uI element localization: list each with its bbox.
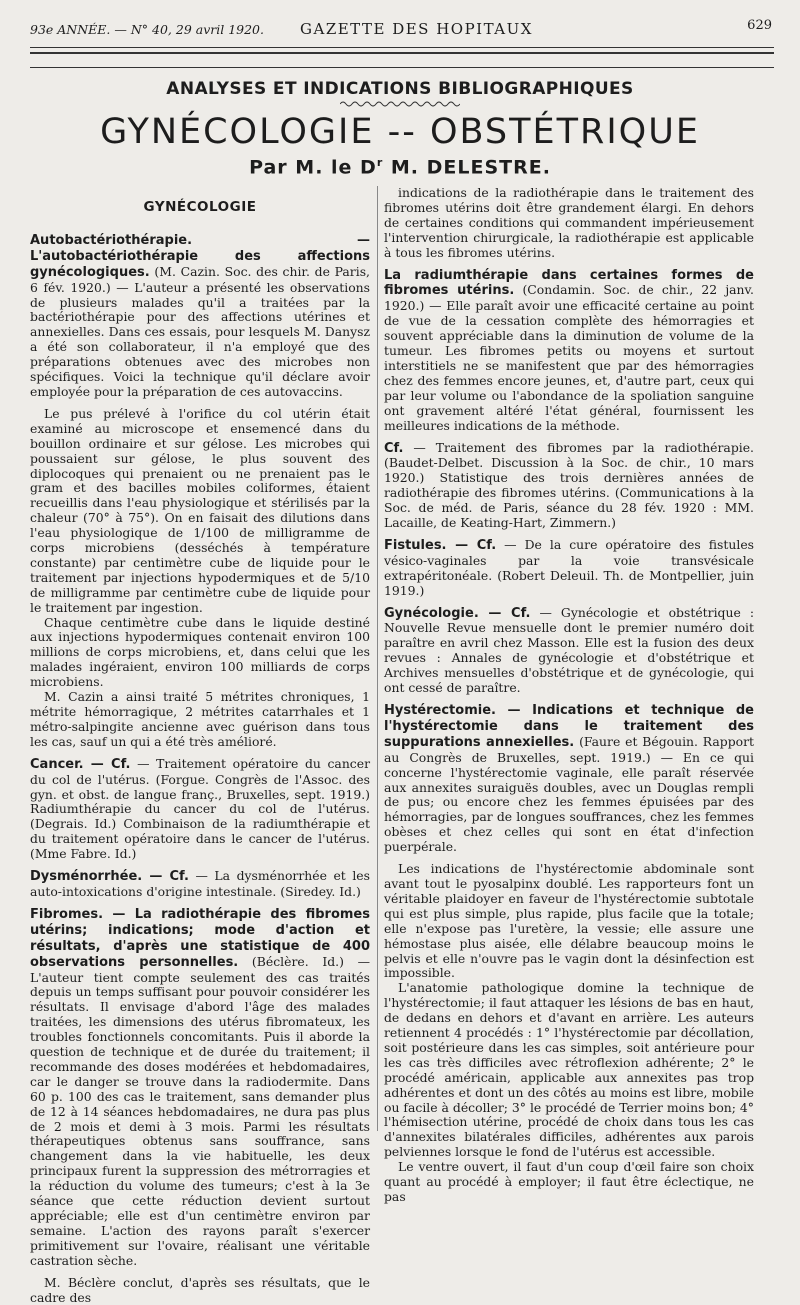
entry-text: — La dysménorrhée et les auto-intoxications d'origine intestinale. (Siredey. Id.)	[30, 868, 370, 899]
entry-text: — De la cure opératoire des fistules vésico-vaginales par la voie transvésicale extrapéritonéale. (Robert Deleuil. Th. de Montpellier, juin 1919.)	[384, 536, 755, 598]
entry-text: (Condamin. Soc. de chir., 22 janv. 1920.) — Elle paraît avoir une efficacité certaine au point de vue de la cessation complète des hémorragies et souvent appréciable dans la diminution de volume de la tumeur. Les fibromes petits ou moyens et surtout interstitiels ne se manifestent que par des hémorragies chez des femmes encore jeunes, et, d'autre part, ceux qui par leur volume ou l'abondance de la spoliation sanguine ont gravement altéré l'état général, fournissent les meilleures indications de la méthode.	[384, 282, 754, 433]
section-title: ANALYSES ET INDICATIONS BIBLIOGRAPHIQUES	[166, 79, 634, 99]
article-paragraph	[30, 1276, 370, 1305]
issue-info: 93e ANNÉE. — N° 40, 29 avril 1920.	[30, 22, 264, 37]
article-paragraph	[30, 757, 370, 862]
article-paragraph	[30, 690, 370, 750]
entry-heading: Cancer. — Cf.	[30, 756, 131, 772]
article-paragraph	[384, 538, 754, 599]
article-paragraph	[384, 862, 754, 981]
left-column	[30, 186, 370, 1305]
entry-heading: Autobactériothérapie. — L'autobactériothérapie des affections gynécologiques.	[30, 232, 370, 280]
article-paragraph	[384, 981, 754, 1160]
entry-heading: Fibromes. — La radiothérapie des fibromes utérins; indications; mode d'action et résultats, d'après une statistique de 400 observations personnelles.	[30, 906, 370, 970]
section-rule	[30, 67, 774, 68]
entry-text: L'anatomie pathologique domine la technique de l'hystérectomie; il faut attaquer les lésions de bas en haut, de dedans en dehors et d'avant en arrière. Les auteurs retiennent 4 procédés : 1° l'hystérectomie par décollation, soit postérieure dans les cas simples, soit antérieure pour les cas très difficiles avec rétroflexion adhérente; 2° le procédé américain, applicable aux annexites pas trop adhérentes et dont un des côtés au moins est libre, mobile ou facile à décoller; 3° le procédé de Terrier moins bon; 4° l'hémisection utérine, procédé de choix dans tous les cas d'annexites bilatérales difficiles, adhérentes aux parois pelviennes lorsque le fond de l'utérus est accessible.	[384, 980, 754, 1160]
journal-title: GAZETTE DES HOPITAUX	[300, 20, 533, 38]
article-paragraph	[384, 268, 754, 434]
entry-text: (M. Cazin. Soc. des chir. de Paris, 6 fév. 1920.) — L'auteur a présenté les observations de plusieurs malades qu'il a traitées par la bactériothérapie pour des affections utérines et annexielles. Dans ces essais, pour lesquels M. Danysz a été son collaborateur, il n'a employé que des préparations obtenues avec des microbes non spécifiques. Voici la technique qu'il déclare avoir employée pour la préparation de ces autovaccins.	[30, 263, 370, 399]
byline: Par M. le $D^r$ M. DELESTRE.	[249, 156, 551, 179]
article-paragraph	[384, 606, 754, 696]
column-heading: GYNÉCOLOGIE	[143, 199, 257, 215]
entry-text: Le ventre ouvert, il faut d'un coup d'œil faire son choix quant au procédé à employer; il faut être éclectique, ne pas	[384, 1159, 754, 1204]
ornament-wave	[340, 100, 460, 108]
entry-heading: Fistules. — Cf.	[384, 537, 497, 553]
article-paragraph	[30, 407, 370, 616]
page-title: GYNÉCOLOGIE -- OBSTÉTRIQUE	[100, 112, 700, 152]
entry-heading: Hystérectomie. — Indications et technique de l'hystérectomie dans le traitement des suppurations annexielles.	[384, 703, 754, 750]
article-paragraph	[384, 186, 754, 261]
article-paragraph	[30, 616, 370, 691]
running-header	[30, 18, 772, 44]
entry-text: — Traitement des fibromes par la radiothérapie. (Baudet-Delbet. Discussion à la Soc. de chir., 10 mars 1920.) Statistique des trois dernières années de radiothérapie des fibromes utérins. (Communications à la Soc. de méd. de Paris, séance du 28 fév. 1920 : MM. Lacaille, de Keating-Hart, Zimmern.)	[384, 439, 754, 531]
article-paragraph	[30, 869, 370, 900]
header-rule	[30, 47, 774, 48]
entry-text: (Béclère. Id.) — L'auteur tient compte seulement des cas traités depuis un temps suffisant pour pouvoir considérer les résultats. Il envisage d'abord l'âge des malades traitées, les dimensions des utérus fibromateux, les troubles fonctionnels concomitants. Puis il aborde la question de technique et de durée du traitement; il recommande des doses modérées et hebdomadaires, car le danger se trouve dans la radiodermite. Dans 60 p. 100 des cas le traitement, sans demander plus de 12 à 14 séances hebdomadaires, ne dura pas plus de 2 mois et demi à 3 mois. Parmi les résultats thérapeutiques obtenus sans souffrance, sans changement dans la vie habituelle, les deux principaux furent la suppression des métrorragies et la réduction du volume des tumeurs; c'est à la 3e séance que cette réduction devient surtout appréciable; elle est d'un centimètre environ par semaine. L'action des rayons paraît s'exercer primitivement sur l'ovaire, réalisant une véritable castration sèche.	[30, 953, 370, 1268]
entry-text: (Faure et Bégouin. Rapport au Congrès de Bruxelles, sept. 1919.) — En ce qui concerne l'hystérectomie vaginale, elle paraît réservée aux annexites suraiguës doubles, avec un Douglas rempli de pus; ou encore chez les femmes épuisées par des hémorragies, par de longues souffrances, chez les femmes obèses et chez celles qui sont en état d'infection puerpérale.	[384, 733, 755, 855]
article-paragraph	[30, 907, 370, 1269]
article-paragraph	[384, 1160, 754, 1205]
article-paragraph	[30, 233, 370, 400]
entry-text: M. Béclère conclut, d'après ses résultats, que le cadre des	[30, 1274, 370, 1305]
entry-text: Le pus prélevé à l'orifice du col utérin était examiné au microscope et ensemencé dans du bouillon ordinaire et sur gélose. Les microbes qui poussaient sur gélose, le plus souvent des diplocoques qui prenaient ou ne prenaient pas le gram et des bacilles mobiles coliformes, étaient recueillis dans l'eau physiologique et stérilisés par la chaleur (70° à 75°). On en faisait des dilutions dans l'eau physiologique de 1/100 de milligramme de corps microbiens (desséchés à température constante) par centimètre cube de liquide pour le traitement par injections hypodermiques et de 5/10 de milligramme par centimètre cube de liquide pour le traitement par ingestion.	[30, 405, 370, 615]
entry-heading: Gynécologie. — Cf.	[384, 605, 531, 621]
entry-text: indications de la radiothérapie dans le traitement des fibromes utérins doit être grandement élargi. En dehors de certaines conditions qui commandent impérieusement l'intervention chirurgicale, la radiothérapie est applicable à tous les fibromes utérins.	[384, 185, 754, 260]
entry-text: — Traitement opératoire du cancer du col de l'utérus. (Forgue. Congrès de l'Assoc. des gyn. et obst. de langue franç., Bruxelles, sept. 1919.) Radiumthérapie du cancer du col de l'utérus. (Degrais. Id.) Combinaison de la radiumthérapie et du traitement opératoire dans le cancer de l'utérus. (Mme Fabre. Id.)	[30, 755, 370, 862]
article-paragraph	[384, 703, 754, 855]
entry-heading: La radiumthérapie dans certaines formes de fibromes utérins.	[384, 267, 754, 299]
entry-heading: Dysménorrhée. — Cf.	[30, 869, 189, 885]
article-paragraph	[384, 441, 754, 531]
entry-heading: Cf.	[384, 440, 404, 456]
right-column	[384, 186, 754, 1205]
column-divider	[377, 186, 378, 1131]
entry-text: M. Cazin a ainsi traité 5 métrites chroniques, 1 métrite hémorragique, 2 métrites catarrhales et 1 métro-salpingite ancienne avec guérison dans tous les cas, sauf un qui a été très amélioré.	[30, 689, 370, 749]
entry-text: Les indications de l'hystérectomie abdominale sont avant tout le pyosalpinx doublé. Les rapporteurs font un véritable plaidoyer en faveur de l'hystérectomie subtotale qui est plus simple, plus rapide, plus facile que la totale; elle n'expose pas l'uretère, la vessie; elle assure une hémostase plus aisée, elle délabre beaucoup moins le pelvis et elle n'ouvre pas le vagin dont la désinfection est impossible.	[384, 861, 754, 981]
header-rule-thick	[30, 52, 774, 54]
entry-text: Chaque centimètre cube dans le liquide destiné aux injections hypodermiques contenait environ 100 millions de corps microbiens, et, dans celui que les malades ingéraient, environ 100 milliards de corps microbiens.	[30, 614, 370, 690]
entry-text: — Gynécologie et obstétrique : Nouvelle Revue mensuelle dont le premier numéro doit paraître en avril chez Masson. Elle est la fusion des deux revues : Annales de gynécologie et d'obstétrique et Archives mensuelles d'obstétrique et de gynécologie, qui ont cessé de paraître.	[384, 604, 754, 696]
page-number: 629	[747, 18, 772, 33]
